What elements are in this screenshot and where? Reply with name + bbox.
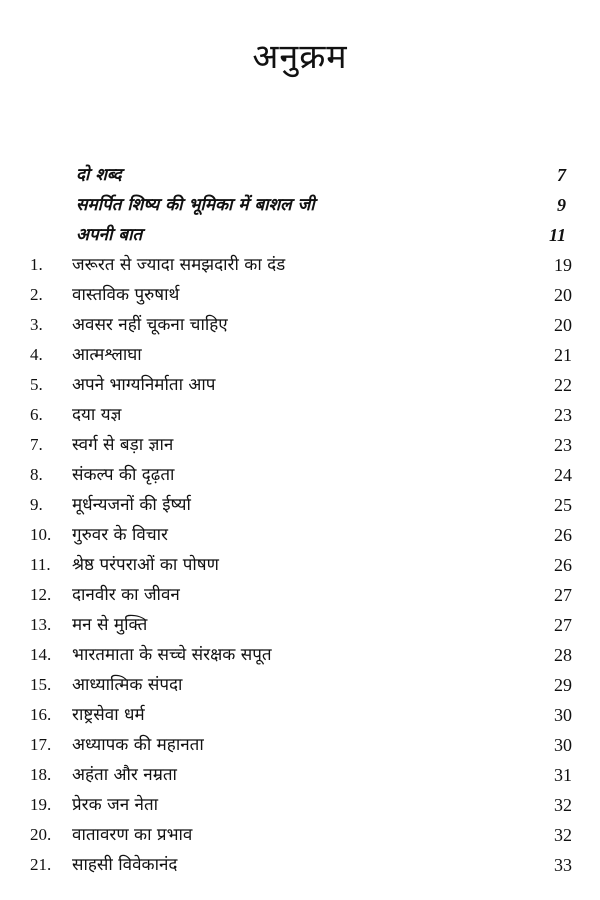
chapter-title: अपने भाग्यनिर्माता आप <box>72 375 216 395</box>
chapter-item <box>0 490 600 520</box>
chapter-title: वातावरण का प्रभाव <box>72 825 193 845</box>
chapter-title: अहंता और नम्रता <box>72 765 177 785</box>
front-matter-item <box>0 220 600 250</box>
chapter-page-number: 26 <box>554 555 572 575</box>
chapter-title: राष्ट्रसेवा धर्म <box>72 705 145 725</box>
chapter-number: 18. <box>30 765 52 784</box>
entry-title: अपनी बात <box>76 225 143 245</box>
chapter-number: 1. <box>30 255 43 274</box>
chapter-title: श्रेष्ठ परंपराओं का पोषण <box>72 555 219 575</box>
chapter-item <box>0 550 600 580</box>
chapter-item <box>0 850 600 880</box>
chapter-page-number: 25 <box>554 495 572 515</box>
chapter-title: साहसी विवेकानंद <box>72 855 178 875</box>
chapter-page-number: 30 <box>554 735 572 755</box>
chapter-number: 11. <box>30 555 51 574</box>
chapter-item <box>0 700 600 730</box>
chapter-number: 17. <box>30 735 52 754</box>
chapter-item <box>0 280 600 310</box>
chapter-item <box>0 820 600 850</box>
chapter-item <box>0 760 600 790</box>
chapter-item <box>0 520 600 550</box>
chapter-page-number: 21 <box>554 345 572 365</box>
chapter-page-number: 32 <box>554 795 572 815</box>
chapter-item <box>0 580 600 610</box>
chapter-item <box>0 430 600 460</box>
chapter-item <box>0 250 600 280</box>
chapter-number: 21. <box>30 855 52 874</box>
chapter-page-number: 26 <box>554 525 572 545</box>
chapter-page-number: 30 <box>554 705 572 725</box>
chapter-number: 7. <box>30 435 43 454</box>
chapter-number: 12. <box>30 585 52 604</box>
chapter-number: 10. <box>30 525 52 544</box>
entry-page-number: 7 <box>557 165 566 185</box>
chapter-item <box>0 640 600 670</box>
chapter-item <box>0 730 600 760</box>
chapter-title: आध्यात्मिक संपदा <box>72 675 183 695</box>
chapter-item <box>0 400 600 430</box>
entry-page-number: 9 <box>557 195 566 215</box>
chapter-page-number: 32 <box>554 825 572 845</box>
chapter-title: आत्मश्लाघा <box>72 345 142 365</box>
chapter-title: दया यज्ञ <box>72 405 122 425</box>
entry-title: समर्पित शिष्य की भूमिका में बाशल जी <box>76 195 315 215</box>
chapter-number: 5. <box>30 375 43 394</box>
chapter-page-number: 31 <box>554 765 572 785</box>
chapter-item <box>0 610 600 640</box>
front-matter-item <box>0 190 600 220</box>
chapter-page-number: 23 <box>554 435 572 455</box>
chapter-number: 13. <box>30 615 52 634</box>
chapter-item <box>0 310 600 340</box>
chapter-number: 16. <box>30 705 52 724</box>
page-title: अनुक्रम <box>252 37 348 77</box>
chapter-number: 2. <box>30 285 43 304</box>
chapter-page-number: 24 <box>554 465 572 485</box>
chapter-item <box>0 670 600 700</box>
chapter-number: 6. <box>30 405 43 424</box>
chapter-page-number: 23 <box>554 405 572 425</box>
chapter-number: 4. <box>30 345 43 364</box>
chapter-title: संकल्प की दृढ़ता <box>72 465 175 485</box>
chapter-number: 14. <box>30 645 52 664</box>
chapter-number: 15. <box>30 675 52 694</box>
chapter-page-number: 27 <box>554 585 572 605</box>
chapter-item <box>0 340 600 370</box>
chapter-title: मन से मुक्ति <box>72 615 148 635</box>
chapter-title: गुरुवर के विचार <box>72 525 169 545</box>
chapter-title: मूर्धन्यजनों की ईर्ष्या <box>72 495 191 515</box>
chapter-page-number: 20 <box>554 285 572 305</box>
chapter-page-number: 29 <box>554 675 572 695</box>
chapter-number: 3. <box>30 315 43 334</box>
chapter-item <box>0 460 600 490</box>
chapter-title: वास्तविक पुरुषार्थ <box>72 285 180 305</box>
front-matter-item <box>0 160 600 190</box>
chapter-title: अवसर नहीं चूकना चाहिए <box>72 315 228 335</box>
chapter-page-number: 20 <box>554 315 572 335</box>
chapter-title: प्रेरक जन नेता <box>72 795 159 815</box>
chapter-page-number: 28 <box>554 645 572 665</box>
table-of-contents <box>0 160 600 880</box>
entry-page-number: 11 <box>548 225 566 245</box>
chapter-item <box>0 790 600 820</box>
chapter-number: 19. <box>30 795 52 814</box>
entry-title: दो शब्द <box>76 165 122 185</box>
chapter-page-number: 33 <box>554 855 572 875</box>
chapter-title: भारतमाता के सच्चे संरक्षक सपूत <box>72 645 272 665</box>
chapter-page-number: 22 <box>554 375 572 395</box>
chapter-item <box>0 370 600 400</box>
chapter-page-number: 27 <box>554 615 572 635</box>
chapter-number: 9. <box>30 495 43 514</box>
chapter-title: स्वर्ग से बड़ा ज्ञान <box>72 435 174 455</box>
chapter-number: 8. <box>30 465 43 484</box>
chapter-title: दानवीर का जीवन <box>72 585 180 605</box>
chapter-page-number: 19 <box>554 255 572 275</box>
chapter-title: जरूरत से ज्यादा समझदारी का दंड <box>72 255 286 275</box>
chapter-title: अध्यापक की महानता <box>72 735 204 755</box>
chapter-number: 20. <box>30 825 52 844</box>
